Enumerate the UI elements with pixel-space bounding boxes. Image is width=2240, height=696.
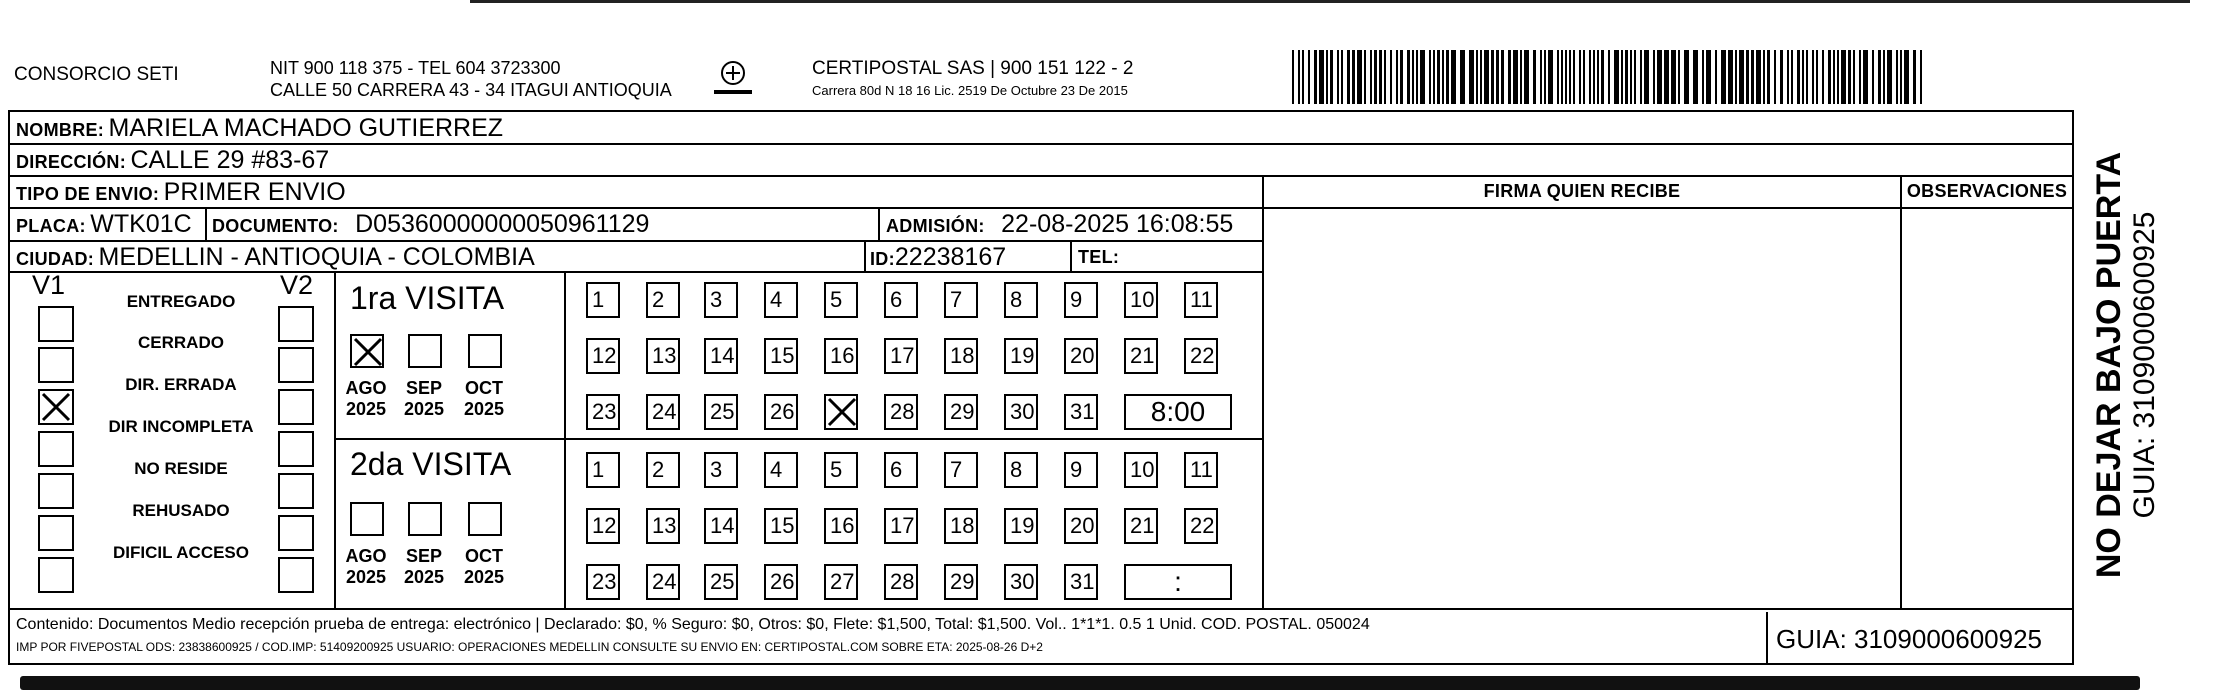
day-box[interactable]: 1 bbox=[586, 282, 620, 318]
day-box[interactable]: 22 bbox=[1184, 508, 1218, 544]
certipostal-line2: Carrera 80d N 18 16 Lic. 2519 De Octubre 23 De 2015 bbox=[812, 83, 1128, 98]
v2-checkbox[interactable] bbox=[278, 515, 314, 551]
day-box[interactable]: 9 bbox=[1064, 452, 1098, 488]
day-box[interactable]: 24 bbox=[646, 394, 680, 430]
v2-checkbox[interactable] bbox=[278, 557, 314, 593]
month-checkbox[interactable] bbox=[468, 502, 502, 536]
admision-value: 22-08-2025 16:08:55 bbox=[1001, 210, 1234, 238]
month-label: SEP bbox=[405, 378, 443, 398]
day-box[interactable]: 19 bbox=[1004, 338, 1038, 374]
month-checkbox[interactable] bbox=[408, 502, 442, 536]
id-label: ID: bbox=[870, 249, 895, 269]
status-label: CERRADO bbox=[138, 333, 224, 352]
day-box[interactable]: 30 bbox=[1004, 564, 1038, 600]
month-label: AGO bbox=[345, 546, 387, 566]
visit1-title: 1ra VISITA bbox=[350, 280, 505, 316]
day-box[interactable]: 23 bbox=[586, 394, 620, 430]
side-text bbox=[2088, 150, 2198, 580]
day-box[interactable]: 31 bbox=[1064, 394, 1098, 430]
day-box[interactable]: 6 bbox=[884, 452, 918, 488]
day-box[interactable]: 17 bbox=[884, 508, 918, 544]
side-warning: NO DEJAR BAJO PUERTA bbox=[2090, 151, 2128, 579]
observaciones-label: OBSERVACIONES bbox=[1906, 181, 2068, 201]
day-box[interactable]: 20 bbox=[1064, 508, 1098, 544]
month-year: 2025 bbox=[345, 399, 387, 419]
ciudad-value: MEDELLIN - ANTIOQUIA - COLOMBIA bbox=[98, 243, 535, 271]
day-box[interactable]: 17 bbox=[884, 338, 918, 374]
v2-checkbox[interactable] bbox=[278, 389, 314, 425]
firma-label: FIRMA QUIEN RECIBE bbox=[1483, 181, 1681, 201]
day-box[interactable]: 13 bbox=[646, 508, 680, 544]
footer-line1: Contenido: Documentos Medio recepción prueba de entrega: electrónico | Declarado: $0, % Seguro: $0, Otros: $0, Flete: $1,500, Total: $1,500. Vol.. 1*1*1. 0.5 1 Unid. COD. POSTAL. 050024 bbox=[16, 616, 1370, 633]
day-box[interactable]: 12 bbox=[586, 338, 620, 374]
day-box[interactable]: 15 bbox=[764, 338, 798, 374]
visit2-title: 2da VISITA bbox=[350, 446, 512, 482]
v2-checkbox[interactable] bbox=[278, 306, 314, 342]
tipo-envio-label: TIPO DE ENVIO: bbox=[16, 184, 160, 204]
v2-label: V2 bbox=[280, 270, 314, 300]
day-box[interactable]: 31 bbox=[1064, 564, 1098, 600]
day-box[interactable]: 18 bbox=[944, 508, 978, 544]
id-value: 22238167 bbox=[894, 243, 1007, 271]
month-checkbox[interactable] bbox=[350, 334, 384, 368]
month-label: SEP bbox=[405, 546, 443, 566]
day-box[interactable]: 28 bbox=[884, 394, 918, 430]
documento-value: D05360000000050961129 bbox=[355, 210, 650, 238]
day-box[interactable]: 10 bbox=[1124, 282, 1158, 318]
day-box[interactable]: 25 bbox=[704, 564, 738, 600]
day-box[interactable]: 30 bbox=[1004, 394, 1038, 430]
ciudad-label: CIUDAD: bbox=[16, 249, 95, 269]
month-label: OCT bbox=[465, 546, 503, 566]
day-box[interactable]: 16 bbox=[824, 508, 858, 544]
day-box[interactable]: 11 bbox=[1184, 282, 1218, 318]
time-box[interactable]: : bbox=[1124, 564, 1232, 600]
v1-checkbox[interactable] bbox=[38, 306, 74, 342]
day-box[interactable]: 27 bbox=[824, 564, 858, 600]
day-box[interactable]: 2 bbox=[646, 282, 680, 318]
day-box[interactable]: 25 bbox=[704, 394, 738, 430]
nombre-label: NOMBRE: bbox=[16, 120, 105, 140]
direccion-value: CALLE 29 #83-67 bbox=[130, 146, 330, 174]
day-box[interactable]: 3 bbox=[704, 282, 738, 318]
day-box[interactable]: 11 bbox=[1184, 452, 1218, 488]
day-box[interactable]: 21 bbox=[1124, 508, 1158, 544]
v1-label: V1 bbox=[32, 270, 66, 300]
day-box[interactable]: 22 bbox=[1184, 338, 1218, 374]
time-box[interactable]: 8:00 bbox=[1124, 394, 1232, 430]
month-label: OCT bbox=[465, 378, 503, 398]
month-year: 2025 bbox=[463, 399, 505, 419]
documento-label: DOCUMENTO: bbox=[212, 216, 339, 236]
address-line: CALLE 50 CARRERA 43 - 34 ITAGUI ANTIOQUIA bbox=[270, 80, 672, 100]
day-box[interactable]: 26 bbox=[764, 564, 798, 600]
company-name: CONSORCIO SETI bbox=[14, 64, 179, 85]
day-box[interactable]: 29 bbox=[944, 564, 978, 600]
day-box[interactable]: 8 bbox=[1004, 452, 1038, 488]
day-box[interactable]: 4 bbox=[764, 452, 798, 488]
admision-label: ADMISIÓN: bbox=[886, 216, 985, 236]
v1-checkbox[interactable] bbox=[38, 557, 74, 593]
status-label: DIR. ERRADA bbox=[125, 375, 237, 394]
month-checkbox[interactable] bbox=[408, 334, 442, 368]
day-box[interactable]: 20 bbox=[1064, 338, 1098, 374]
placa-value: WTK01C bbox=[90, 210, 192, 238]
day-box[interactable]: 4 bbox=[764, 282, 798, 318]
tel-label: TEL: bbox=[1078, 247, 1120, 267]
v2-checkbox[interactable] bbox=[278, 473, 314, 509]
tipo-envio-value: PRIMER ENVIO bbox=[163, 178, 346, 206]
placa-label: PLACA: bbox=[16, 216, 86, 236]
day-box[interactable]: 5 bbox=[824, 452, 858, 488]
day-box[interactable]: 7 bbox=[944, 282, 978, 318]
status-label: NO RESIDE bbox=[134, 459, 228, 478]
month-year: 2025 bbox=[345, 567, 387, 587]
certipostal-logo-icon bbox=[708, 60, 758, 100]
certipostal-line1: CERTIPOSTAL SAS | 900 151 122 - 2 bbox=[812, 58, 1134, 79]
month-year: 2025 bbox=[403, 567, 445, 587]
day-box[interactable]: 8 bbox=[1004, 282, 1038, 318]
top-rule bbox=[470, 0, 2190, 3]
day-box[interactable]: 15 bbox=[764, 508, 798, 544]
status-label: REHUSADO bbox=[132, 501, 230, 520]
day-box[interactable]: 7 bbox=[944, 452, 978, 488]
v1-checkbox[interactable] bbox=[38, 389, 74, 425]
day-box[interactable]: 13 bbox=[646, 338, 680, 374]
footer-line2: IMP POR FIVEPOSTAL ODS: 23838600925 / COD.IMP: 51409200925 USUARIO: OPERACIONES MEDELLIN CONSULTE SU ENVIO EN: CERTIPOSTAL.COM SOBRE ETA: 2025-08-26 D+2 bbox=[16, 640, 1043, 654]
day-box[interactable]: 26 bbox=[764, 394, 798, 430]
day-box[interactable]: 28 bbox=[884, 564, 918, 600]
day-box[interactable]: 10 bbox=[1124, 452, 1158, 488]
day-box[interactable] bbox=[824, 394, 858, 430]
nit-line: NIT 900 118 375 - TEL 604 3723300 bbox=[270, 58, 561, 78]
v1-checkbox[interactable] bbox=[38, 473, 74, 509]
month-year: 2025 bbox=[403, 399, 445, 419]
day-box[interactable]: 21 bbox=[1124, 338, 1158, 374]
month-year: 2025 bbox=[463, 567, 505, 587]
month-label: AGO bbox=[345, 378, 387, 398]
barcode bbox=[1292, 50, 1930, 104]
month-checkbox[interactable] bbox=[468, 334, 502, 368]
day-box[interactable]: 19 bbox=[1004, 508, 1038, 544]
day-box[interactable]: 12 bbox=[586, 508, 620, 544]
v2-checkbox[interactable] bbox=[278, 347, 314, 383]
v1-checkbox[interactable] bbox=[38, 347, 74, 383]
bottom-rule bbox=[20, 676, 2140, 690]
day-box[interactable]: 9 bbox=[1064, 282, 1098, 318]
day-box[interactable]: 5 bbox=[824, 282, 858, 318]
status-label: ENTREGADO bbox=[126, 292, 236, 311]
day-box[interactable]: 24 bbox=[646, 564, 680, 600]
v1-checkbox[interactable] bbox=[38, 431, 74, 467]
day-box[interactable]: 6 bbox=[884, 282, 918, 318]
v2-checkbox[interactable] bbox=[278, 431, 314, 467]
day-box[interactable]: 2 bbox=[646, 452, 680, 488]
direccion-label: DIRECCIÓN: bbox=[16, 152, 126, 172]
day-box[interactable]: 23 bbox=[586, 564, 620, 600]
month-checkbox[interactable] bbox=[350, 502, 384, 536]
day-box[interactable]: 29 bbox=[944, 394, 978, 430]
day-box[interactable]: 18 bbox=[944, 338, 978, 374]
v1-checkbox[interactable] bbox=[38, 515, 74, 551]
day-box[interactable]: 1 bbox=[586, 452, 620, 488]
footer-guia: GUIA: 3109000600925 bbox=[1776, 624, 2042, 654]
nombre-value: MARIELA MACHADO GUTIERREZ bbox=[108, 114, 504, 142]
day-box[interactable]: 3 bbox=[704, 452, 738, 488]
day-box[interactable]: 14 bbox=[704, 508, 738, 544]
side-guia: GUIA: 3109000600925 bbox=[2128, 211, 2161, 519]
status-label: DIFICIL ACCESO bbox=[112, 543, 249, 562]
day-box[interactable]: 16 bbox=[824, 338, 858, 374]
status-label: DIR INCOMPLETA bbox=[108, 417, 254, 436]
day-box[interactable]: 14 bbox=[704, 338, 738, 374]
